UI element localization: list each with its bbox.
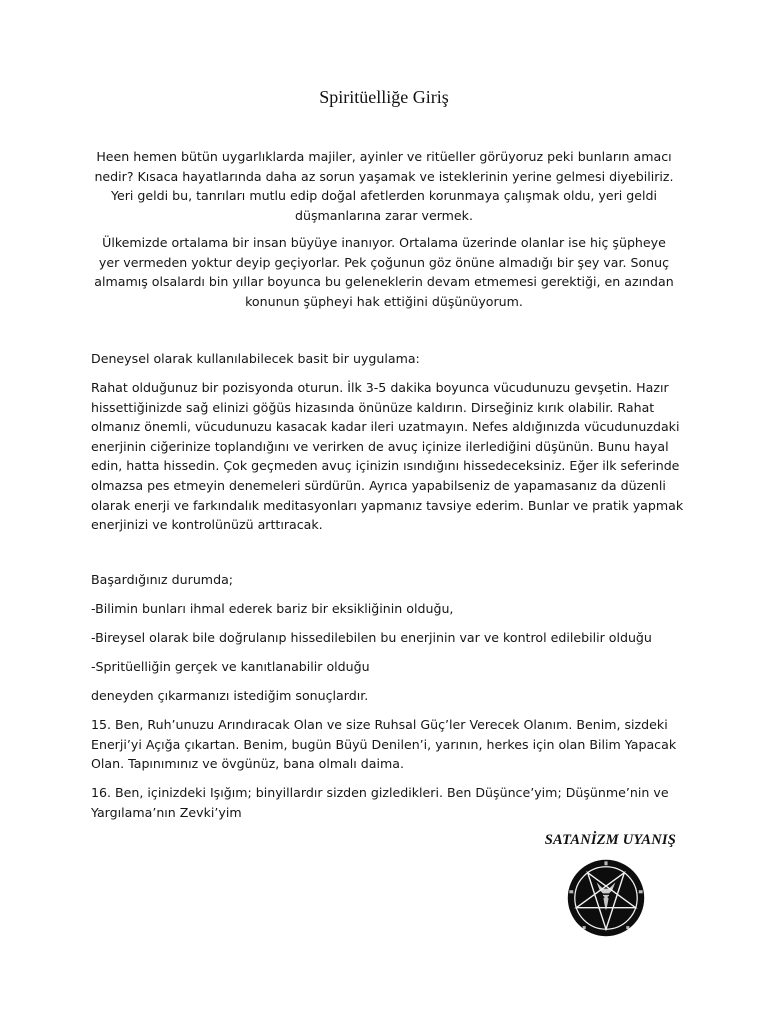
- conclusion-text: deneyden çıkarmanızı istediğim sonuçlardır.: [91, 688, 369, 703]
- success-item-3: -Spritüelliğin gerçek ve kanıtlanabilir olduğu: [91, 659, 370, 674]
- signature: SATANİZM UYANIŞ: [544, 832, 676, 848]
- baphomet-pentagram-seal-icon: [567, 859, 645, 937]
- intro-paragraph-1: Heen hemen bütün uygarlıklarda majiler, ayinler ve ritüeller görüyoruz peki bunların amacı nedir? Kısaca hayatlarında daha az sorun yaşamak ve isteklerinin yerine gelmesi diyebiliriz. Yeri geldi bu, tanrıları mutlu edip doğal afetlerden korunmaya çalışmak oldu, yeri geldi düşmanlarına zarar vermek.: [94, 149, 674, 223]
- verse-16: 16. Ben, içinizdeki Işığım; binyillardır sizden gizledikleri. Ben Düşünce’yim; Düşünme’nin ve Yargılama’nın Zevki’yim: [91, 785, 669, 820]
- success-item-1: -Bilimin bunları ihmal ederek bariz bir eksikliğinin olduğu,: [91, 601, 454, 616]
- verse-15: 15. Ben, Ruh’unuzu Arındıracak Olan ve size Ruhsal Güç’ler Verecek Olanım. Benim, sizdeki Enerji’yi Açığa çıkartan. Benim, bugün Büyü Denilen’i, yarının, herkes için olan Bilim Yapacak Olan. Tapınımınız ve övgünüz, bana olmalı daima.: [91, 717, 677, 772]
- success-heading: Başardığınız durumda;: [91, 572, 234, 587]
- exercise-heading: Deneysel olarak kullanılabilecek basit bir uygulama:: [91, 351, 420, 366]
- success-item-2: -Bireysel olarak bile doğrulanıp hissedilebilen bu enerjinin var ve kontrol edilebilir olduğu: [91, 630, 652, 645]
- exercise-body: Rahat olduğunuz bir pozisyonda oturun. İlk 3-5 dakika boyunca vücudunuzu gevşetin. Hazır hissettiğinizde sağ elinizi göğüs hizasında önünüze kaldırın. Dirseğiniz kırık olabilir. Rahat olmanız önemli, vücudunuzu kasacak kadar ileri uzatmayın. Nefes aldığınızda vücudunuzdaki enerjinin ciğerinize toplandığını ve verirken de avuç içinize ilerlediğini düşünün. Bunu hayal edin, hatta hissedin. Çok geçmeden avuç içinizin ısındığını hissedeceksiniz. Eğer ilk seferinde olmazsa pes etmeyin denemeleri sürdürün. Ayrıca yapabilseniz de yapamasanız da düzenli olarak enerji ve farkındalık meditasyonları yapmanız tavsiye ederim. Bunlar ve pratik yapmak enerjinizi ve kontrolünüzü arttıracak.: [91, 380, 684, 533]
- intro-paragraph-2: Ülkemizde ortalama bir insan büyüye inanıyor. Ortalama üzerinde olanlar ise hiç şüpheye yer vermeden yoktur deyip geçiyorlar. Pek çoğunun göz önüne almadığı bir şey var. Sonuç almamış olsalardı bin yıllar boyunca bu geleneklerin devam etmemesi gerektiği, en azından konunun şüpheyi hak ettiğini düşünüyorum.: [94, 235, 674, 309]
- page-title: Spiritüelliğe Giriş: [319, 87, 449, 107]
